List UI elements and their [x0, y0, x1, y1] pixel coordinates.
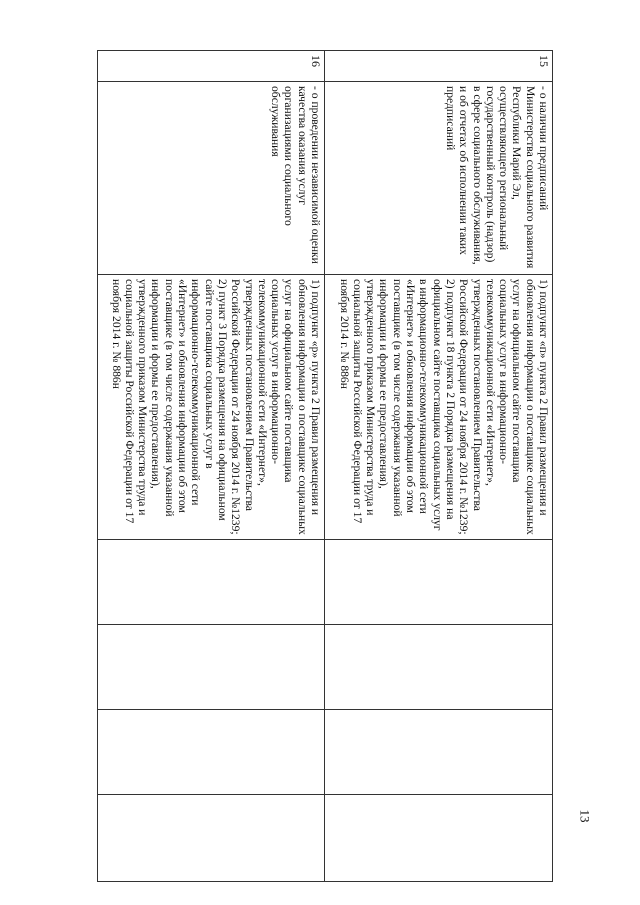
- empty-cell: [98, 795, 325, 882]
- row-subject: - о проведении независимой оценки качества оказания услуг организациями социального обслуживания: [98, 82, 325, 275]
- rotated-table-wrapper: [98, 50, 553, 818]
- empty-cell: [98, 710, 325, 795]
- row-legal-basis: [325, 275, 553, 540]
- requirements-table: [97, 50, 553, 882]
- page-number: 13: [577, 809, 593, 823]
- table-container: [98, 50, 553, 818]
- row-number: 16: [98, 51, 325, 82]
- empty-cell: [98, 625, 325, 710]
- row-number: 15: [325, 51, 553, 82]
- empty-cell: [98, 540, 325, 625]
- row-subject: - о наличии предписаний Министерства социального развития Республики Марий Эл, осуществляющего региональный государственный контроль (надзор) в сфере социального обслуживания, и об отчетах об исполнении таких предписаний: [325, 82, 553, 275]
- basis-item: 2) подпункт 18 пункта 2 Порядка размещения на официальном сайте поставщика социальных услуг в информационно-телекоммуникационной сети «Интернет» и обновления информации об этом поставщике (в том числе содержания указанной информации и формы ее предоставления), утвержденного приказом Министерства труда и социальной защиты Российской Федерации от 17 ноября 2014 г. № 886н: [337, 279, 457, 531]
- basis-item: 2) пункт 3 Порядка размещения на официальном сайте поставщика социальных услуг в информационно-телекоммуникационной сети «Интернет» и обновления информации об этом поставщике (в том числе содержания указанной информации и формы ее предоставления), утвержденного приказом Министерства труда и социальной защиты Российской Федерации от 17 ноября 2014 г. № 886н: [109, 279, 229, 524]
- basis-item: 1) подпункт «р» пункта 2 Правил размещения и обновления информации о поставщике социальных услуг на официальном сайте поставщика социальных услуг в информационно-телекоммуникационной сети «Интернет», утвержденных постановлением Правительства Российской Федерации от 24 ноября 2014 г. №1239;: [229, 279, 322, 535]
- row-legal-basis: [98, 275, 325, 540]
- empty-cell: [325, 710, 553, 795]
- empty-cell: [325, 540, 553, 625]
- table-row: [98, 51, 325, 882]
- empty-cell: [325, 795, 553, 882]
- empty-cell: [325, 625, 553, 710]
- table-row: [325, 51, 553, 882]
- basis-item: 1) подпункт «п» пункта 2 Правил размещения и обновления информации о поставщике социальных услуг на официальном сайте поставщика социальных услуг в информационно-телекоммуникационной сети «Интернет», утвержденных постановлением Правительства Российской Федерации от 24 ноября 2014 г. №1239;: [457, 279, 550, 535]
